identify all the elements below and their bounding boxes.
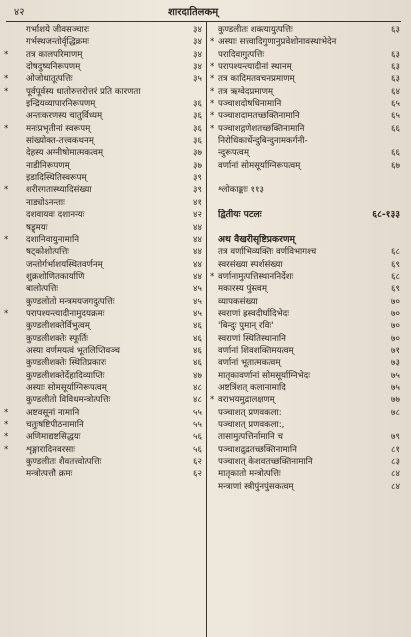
entry-title: परापश्यन्त्यादीनां स्थानम् — [218, 62, 292, 73]
entry-title: पञ्चाशत् प्रणवकला:, — [218, 420, 285, 430]
entry-page-number: ६२ — [193, 457, 202, 468]
entry-title: नाड्योऽनन्ताः — [26, 197, 65, 208]
toc-entry — [210, 209, 406, 221]
entry-title: नाडीनिरूपणम् — [26, 160, 70, 171]
toc-left-column — [4, 24, 204, 481]
entry-title: बालोत्पत्तिः — [26, 284, 59, 295]
entry-page-number: ६७ — [391, 160, 400, 171]
entry-title: वर्णानां भूतात्मकत्वम् — [218, 358, 281, 369]
entry-marker: * — [4, 49, 9, 60]
entry-title: अस्या वर्णमयत्वं भूतलिप्तिवञ्च — [26, 345, 120, 356]
toc-entry — [4, 86, 204, 98]
entry-title: परादिवागुत्पत्तिः — [218, 49, 265, 60]
entry-title: व्यापकसंख्या — [218, 296, 258, 307]
entry-page-number: ४१ — [193, 197, 202, 208]
entry-page-number: ४६ — [193, 333, 202, 344]
entry-marker: * — [4, 407, 9, 418]
entry-title: मन्त्रोत्पत्तौ क्रमः — [26, 469, 73, 480]
entry-title: गर्भस्थजन्तोर्वृद्धिक्रमः — [26, 37, 90, 48]
toc-entry — [210, 61, 406, 73]
toc-entry — [4, 222, 204, 234]
entry-page-number: ८४ — [391, 469, 400, 480]
toc-entry — [210, 456, 406, 468]
toc-entry — [210, 271, 406, 283]
book-title: शारदातिलकम् — [168, 7, 219, 18]
entry-page-number: ७५ — [391, 370, 400, 381]
toc-entry — [4, 370, 204, 382]
entry-title: कुण्डलीशक्तेर्देहादिव्याप्तिः — [26, 370, 105, 381]
toc-entry — [210, 283, 406, 295]
toc-entry — [210, 147, 406, 159]
entry-page-number: ६५ — [391, 99, 400, 110]
entry-page-number: ७० — [391, 333, 400, 344]
entry-marker: * — [210, 86, 215, 97]
toc-entry — [210, 308, 406, 320]
entry-title: मनःप्रभृतीनां स्वरूपम् — [26, 123, 91, 134]
toc-entry — [210, 49, 406, 61]
entry-title: शुक्रशोणितकार्याणि — [26, 271, 85, 282]
toc-entry — [4, 160, 204, 172]
entry-page-number: ३४ — [193, 25, 202, 35]
toc-entry — [210, 468, 406, 480]
entry-page-number: ४५ — [193, 308, 202, 319]
entry-marker: * — [210, 271, 215, 282]
entry-page-number: ५५ — [193, 420, 202, 430]
toc-entry — [210, 333, 406, 345]
toc-entry — [4, 431, 204, 443]
entry-page-number: ६३ — [391, 49, 400, 60]
entry-title: तासामुत्पत्तिर्नामानि च — [218, 432, 283, 443]
entry-page-number: ६९ — [391, 259, 400, 270]
toc-entry — [4, 407, 204, 419]
toc-entry — [4, 345, 204, 357]
toc-entry — [210, 444, 406, 456]
toc-entry — [210, 123, 406, 135]
entry-title: मातृकातो मन्त्रोत्पत्तिः — [218, 469, 281, 480]
toc-entry — [4, 468, 204, 480]
entry-page-number: ४२ — [193, 210, 202, 221]
toc-entry — [4, 333, 204, 345]
toc-entry — [210, 407, 406, 419]
entry-title: ओजोधातूत्पत्तिः — [26, 74, 73, 85]
entry-title: दोषदुष्यनिरूपणम् — [26, 62, 81, 73]
toc-entry — [4, 246, 204, 258]
toc-entry — [4, 24, 204, 36]
entry-page-number: ४४ — [193, 247, 202, 258]
toc-entry — [4, 49, 204, 61]
toc-entry — [210, 86, 406, 98]
entry-title: तत्र वर्णाभिव्यक्तिः वर्णविभागश्च — [218, 247, 317, 258]
entry-title: पञ्चाशदामतच्छक्तिनामानि — [218, 111, 300, 122]
entry-title: परापश्यन्त्यादीनामुदयक्रमः — [26, 308, 105, 319]
toc-entry — [210, 259, 406, 271]
entry-page-number: ३६ — [193, 136, 202, 147]
entry-page-number: ६४ — [391, 86, 400, 97]
entry-title: अस्याः सत्त्वादिगुणानुप्रवेशोनावस्थाभेदेन — [218, 37, 337, 48]
entry-page-number: ३६ — [193, 123, 202, 134]
entry-title: तत्र कादिमतवचनप्रमाणम् — [218, 74, 295, 85]
toc-entry — [4, 419, 204, 431]
entry-page-number: ६३ — [391, 74, 400, 85]
entry-title: मन्त्राणां स्त्रीपुंनपुंसकत्वम् — [218, 481, 294, 492]
entry-title: कुण्डलीतः शक्त्यायुत्पत्तिः — [218, 25, 293, 35]
entry-title: कुण्डलीतः शैवतत्त्वोत्पत्तिः — [26, 457, 102, 468]
toc-entry — [4, 98, 204, 110]
page-header — [0, 4, 411, 20]
entry-page-number: ३५ — [193, 74, 202, 85]
entry-page-number: ४७ — [193, 370, 202, 381]
entry-page-number: ६५ — [391, 111, 400, 122]
entry-page-number: ३६ — [193, 99, 202, 110]
entry-title: सांख्योक्त-तत्त्वकथनम् — [26, 136, 94, 147]
entry-page-number: ६२ — [193, 469, 202, 480]
entry-title: तत्र ऋग्वेदप्रमाणम् — [218, 86, 274, 97]
entry-marker: * — [4, 185, 9, 196]
toc-entry — [210, 73, 406, 85]
entry-title: तत्र कालपरिमाणम् — [26, 49, 83, 60]
toc-entry — [4, 296, 204, 308]
toc-entry — [210, 345, 406, 357]
entry-page-number: ३४ — [193, 37, 202, 48]
entry-title: कुण्डलीशक्तेर्विभुत्वम् — [26, 321, 90, 332]
entry-title: शरीरगतास्थ्यादिसंख्या — [26, 185, 92, 196]
entry-title: दशवायवः दशानन्यः — [26, 210, 85, 221]
toc-entry — [4, 271, 204, 283]
entry-page-number: ३९ — [193, 173, 202, 184]
entry-title: जन्तोर्गर्भाशयस्थितवर्णनम् — [26, 259, 103, 270]
toc-entry — [210, 222, 406, 234]
entry-page-number: ४६ — [193, 321, 202, 332]
entry-marker: * — [4, 432, 9, 443]
entry-title: पञ्चाशत् केशवतच्छक्तिनामानि — [218, 457, 313, 468]
toc-entry — [210, 370, 406, 382]
entry-title: कुण्डलोतो मन्त्रमयजगदुत्पत्तिः — [26, 296, 115, 307]
toc-entry — [210, 357, 406, 369]
entry-page-number: ६८-१३३ — [372, 209, 400, 221]
entry-title: स्वराणां स्थितिस्थानानि — [218, 333, 286, 344]
toc-entry — [210, 419, 406, 431]
entry-page-number: ७० — [391, 296, 400, 307]
toc-entry — [210, 296, 406, 308]
toc-entry — [210, 98, 406, 110]
toc-right-column — [210, 24, 406, 493]
entry-page-number: ३७ — [193, 160, 202, 171]
entry-page-number: ४६ — [193, 345, 202, 356]
toc-entry — [4, 73, 204, 85]
entry-title: कुण्डलीतो विविधमन्त्रोत्पत्तिः — [26, 395, 111, 406]
entry-title: निरोधिकार्धेन्दुबिन्दुनामकर्गनी- — [218, 136, 308, 147]
entry-page-number: ६८ — [391, 247, 400, 258]
entry-page-number: ७८ — [391, 407, 400, 418]
entry-marker: * — [210, 111, 215, 122]
toc-entry — [4, 320, 204, 332]
toc-entry — [210, 36, 406, 48]
entry-marker: * — [4, 444, 9, 455]
toc-entry — [4, 394, 204, 406]
entry-page-number: ३९ — [193, 185, 202, 196]
entry-page-number: ३७ — [193, 148, 202, 159]
entry-title: पञ्चाशद्रुद्रतच्छक्तिनामानि — [218, 444, 297, 455]
entry-marker: * — [4, 308, 9, 319]
entry-page-number: ७९ — [391, 432, 400, 443]
entry-title: देहस्य अग्नीषोमात्मकत्वम् — [26, 148, 104, 159]
entry-title: अष्टत्रिंशत् कलानामादि — [218, 382, 286, 393]
toc-entry — [4, 234, 204, 246]
toc-entry — [4, 209, 204, 221]
entry-title: पञ्चाशदोषधिनामानि — [218, 99, 282, 110]
entry-page-number: ६३ — [391, 25, 400, 35]
entry-title: वर्णानां शिवशक्तिमयत्वम् — [218, 345, 294, 356]
toc-entry — [210, 481, 406, 493]
toc-entry — [4, 382, 204, 394]
entry-title: 'बिन्दुः पुमान् रविः' — [218, 321, 274, 332]
entry-marker: * — [210, 99, 215, 110]
entry-page-number: ६६ — [391, 123, 400, 134]
entry-title: दशानिवायुनामानि — [26, 234, 79, 245]
entry-title: स्वराणां ह्रस्वदीर्घादिभेदः — [218, 308, 289, 319]
entry-page-number: ७० — [391, 321, 400, 332]
entry-page-number: ४८ — [193, 395, 202, 406]
toc-entry — [4, 110, 204, 122]
toc-entry — [4, 357, 204, 369]
entry-title: पञ्चाशद्गणेशतच्छक्तिनामानि — [218, 123, 305, 134]
entry-page-number: ४४ — [193, 271, 202, 282]
toc-entry — [4, 456, 204, 468]
entry-page-number: ६३ — [391, 62, 400, 73]
toc-entry — [210, 394, 406, 406]
toc-entry — [4, 197, 204, 209]
entry-page-number: ७० — [391, 308, 400, 319]
entry-page-number: ८३ — [391, 457, 400, 468]
entry-marker: * — [4, 86, 9, 97]
entry-page-number: ४४ — [193, 222, 202, 233]
entry-title: वर्णानामुत्पत्तिस्थाननिर्देशः — [218, 271, 294, 282]
entry-title: कुण्डलीशक्तेः स्थितिप्रकारः — [26, 358, 107, 369]
entry-page-number: ४४ — [193, 234, 202, 245]
entry-marker: * — [4, 74, 9, 85]
column-divider — [206, 22, 207, 637]
entry-page-number: ३६ — [193, 111, 202, 122]
header-rule — [6, 21, 401, 22]
entry-marker: * — [210, 123, 215, 134]
entry-title: न्दुरूपत्वम् — [218, 148, 249, 159]
entry-page-number: ७७ — [391, 395, 400, 406]
toc-entry — [210, 320, 406, 332]
entry-title: षड्र्मयः — [26, 222, 48, 233]
entry-title: पञ्चाशत् प्रणवकला: — [218, 407, 282, 418]
entry-title: शृङ्गारादिनवरसाः — [26, 444, 76, 455]
toc-entry — [210, 24, 406, 36]
entry-title: गर्भाशये जीवसञ्चारः — [26, 25, 89, 35]
entry-title: इडादिस्थितिस्वरूपम् — [26, 173, 87, 184]
entry-marker: * — [4, 123, 9, 134]
toc-entry — [210, 184, 406, 196]
entry-marker: * — [210, 62, 215, 73]
toc-entry — [210, 197, 406, 209]
entry-page-number: ४५ — [193, 296, 202, 307]
toc-entry — [210, 382, 406, 394]
entry-page-number: ४६ — [193, 358, 202, 369]
toc-entry — [4, 259, 204, 271]
entry-title: मकारस्य पुंस्त्वम् — [218, 284, 267, 295]
entry-title: पूर्वपूर्वस्य धातोरुत्तरोत्तरं प्रति कारणता — [26, 86, 141, 97]
toc-entry — [210, 234, 406, 246]
entry-title: षट्कोशोत्पत्तिः — [26, 247, 70, 258]
entry-page-number: ६८ — [391, 271, 400, 282]
entry-page-number: ८४ — [391, 481, 400, 492]
entry-title: अन्तःकरणस्य चातुर्विध्यम् — [26, 111, 103, 122]
toc-entry — [210, 160, 406, 172]
entry-page-number: ३४ — [193, 62, 202, 73]
toc-entry — [4, 135, 204, 147]
entry-page-number: ४८ — [193, 382, 202, 393]
entry-title: द्वितीयः पटलः — [218, 209, 262, 221]
entry-title: श्लोकाङ्काः ११३ — [218, 185, 264, 196]
entry-title: अष्टवसूनां नामानि — [26, 407, 80, 418]
entry-marker: * — [4, 420, 9, 430]
entry-page-number: ६९ — [391, 284, 400, 295]
entry-marker: * — [210, 395, 215, 406]
entry-page-number: ५६ — [193, 444, 202, 455]
toc-entry — [210, 110, 406, 122]
toc-entry — [4, 308, 204, 320]
page-number: ४२ — [14, 7, 25, 18]
entry-page-number: ३४ — [193, 49, 202, 60]
toc-entry — [210, 172, 406, 184]
entry-marker: * — [4, 234, 9, 245]
entry-page-number: ७५ — [391, 382, 400, 393]
entry-title: इन्द्रियव्यापारनिरूपणम् — [26, 99, 96, 110]
entry-page-number: ७३ — [391, 358, 400, 369]
entry-title: वराभयमुद्रालक्षणम् — [218, 395, 275, 406]
toc-entry — [210, 431, 406, 443]
toc-entry — [210, 135, 406, 147]
entry-title: कुण्डलीशक्तेः स्फूर्तिः — [26, 333, 88, 344]
entry-page-number: ६६ — [391, 148, 400, 159]
entry-page-number: ५६ — [193, 432, 202, 443]
entry-title: मातृकावर्णानां सोमसूर्याग्निभेदः — [218, 370, 310, 381]
toc-entry — [4, 123, 204, 135]
toc-entry — [4, 147, 204, 159]
entry-page-number: ७१ — [391, 345, 400, 356]
entry-marker: * — [210, 74, 215, 85]
entry-title: अथ वैखरीसृष्टिप्रकरणम् — [218, 233, 295, 245]
entry-title: अस्याः सोमसूर्याग्निरूपत्वम् — [26, 382, 107, 393]
entry-page-number: ४४ — [193, 259, 202, 270]
entry-page-number: ४५ — [193, 284, 202, 295]
toc-entry — [4, 184, 204, 196]
entry-title: अणिमाद्यष्टसिद्धयः — [26, 432, 81, 443]
toc-entry — [4, 36, 204, 48]
entry-marker: * — [210, 37, 215, 48]
toc-entry — [4, 61, 204, 73]
toc-entry — [4, 444, 204, 456]
entry-title: चतुःषष्टिपीठनामानि — [26, 420, 84, 430]
entry-title: स्वरसंख्या स्पर्शसंख्या — [218, 259, 283, 270]
toc-entry — [210, 246, 406, 258]
entry-page-number: ८१ — [391, 444, 400, 455]
toc-entry — [4, 172, 204, 184]
toc-entry — [4, 283, 204, 295]
entry-page-number: ५५ — [193, 407, 202, 418]
entry-title: वर्णानां सोमसूर्याग्निरूपत्वम् — [218, 160, 301, 171]
